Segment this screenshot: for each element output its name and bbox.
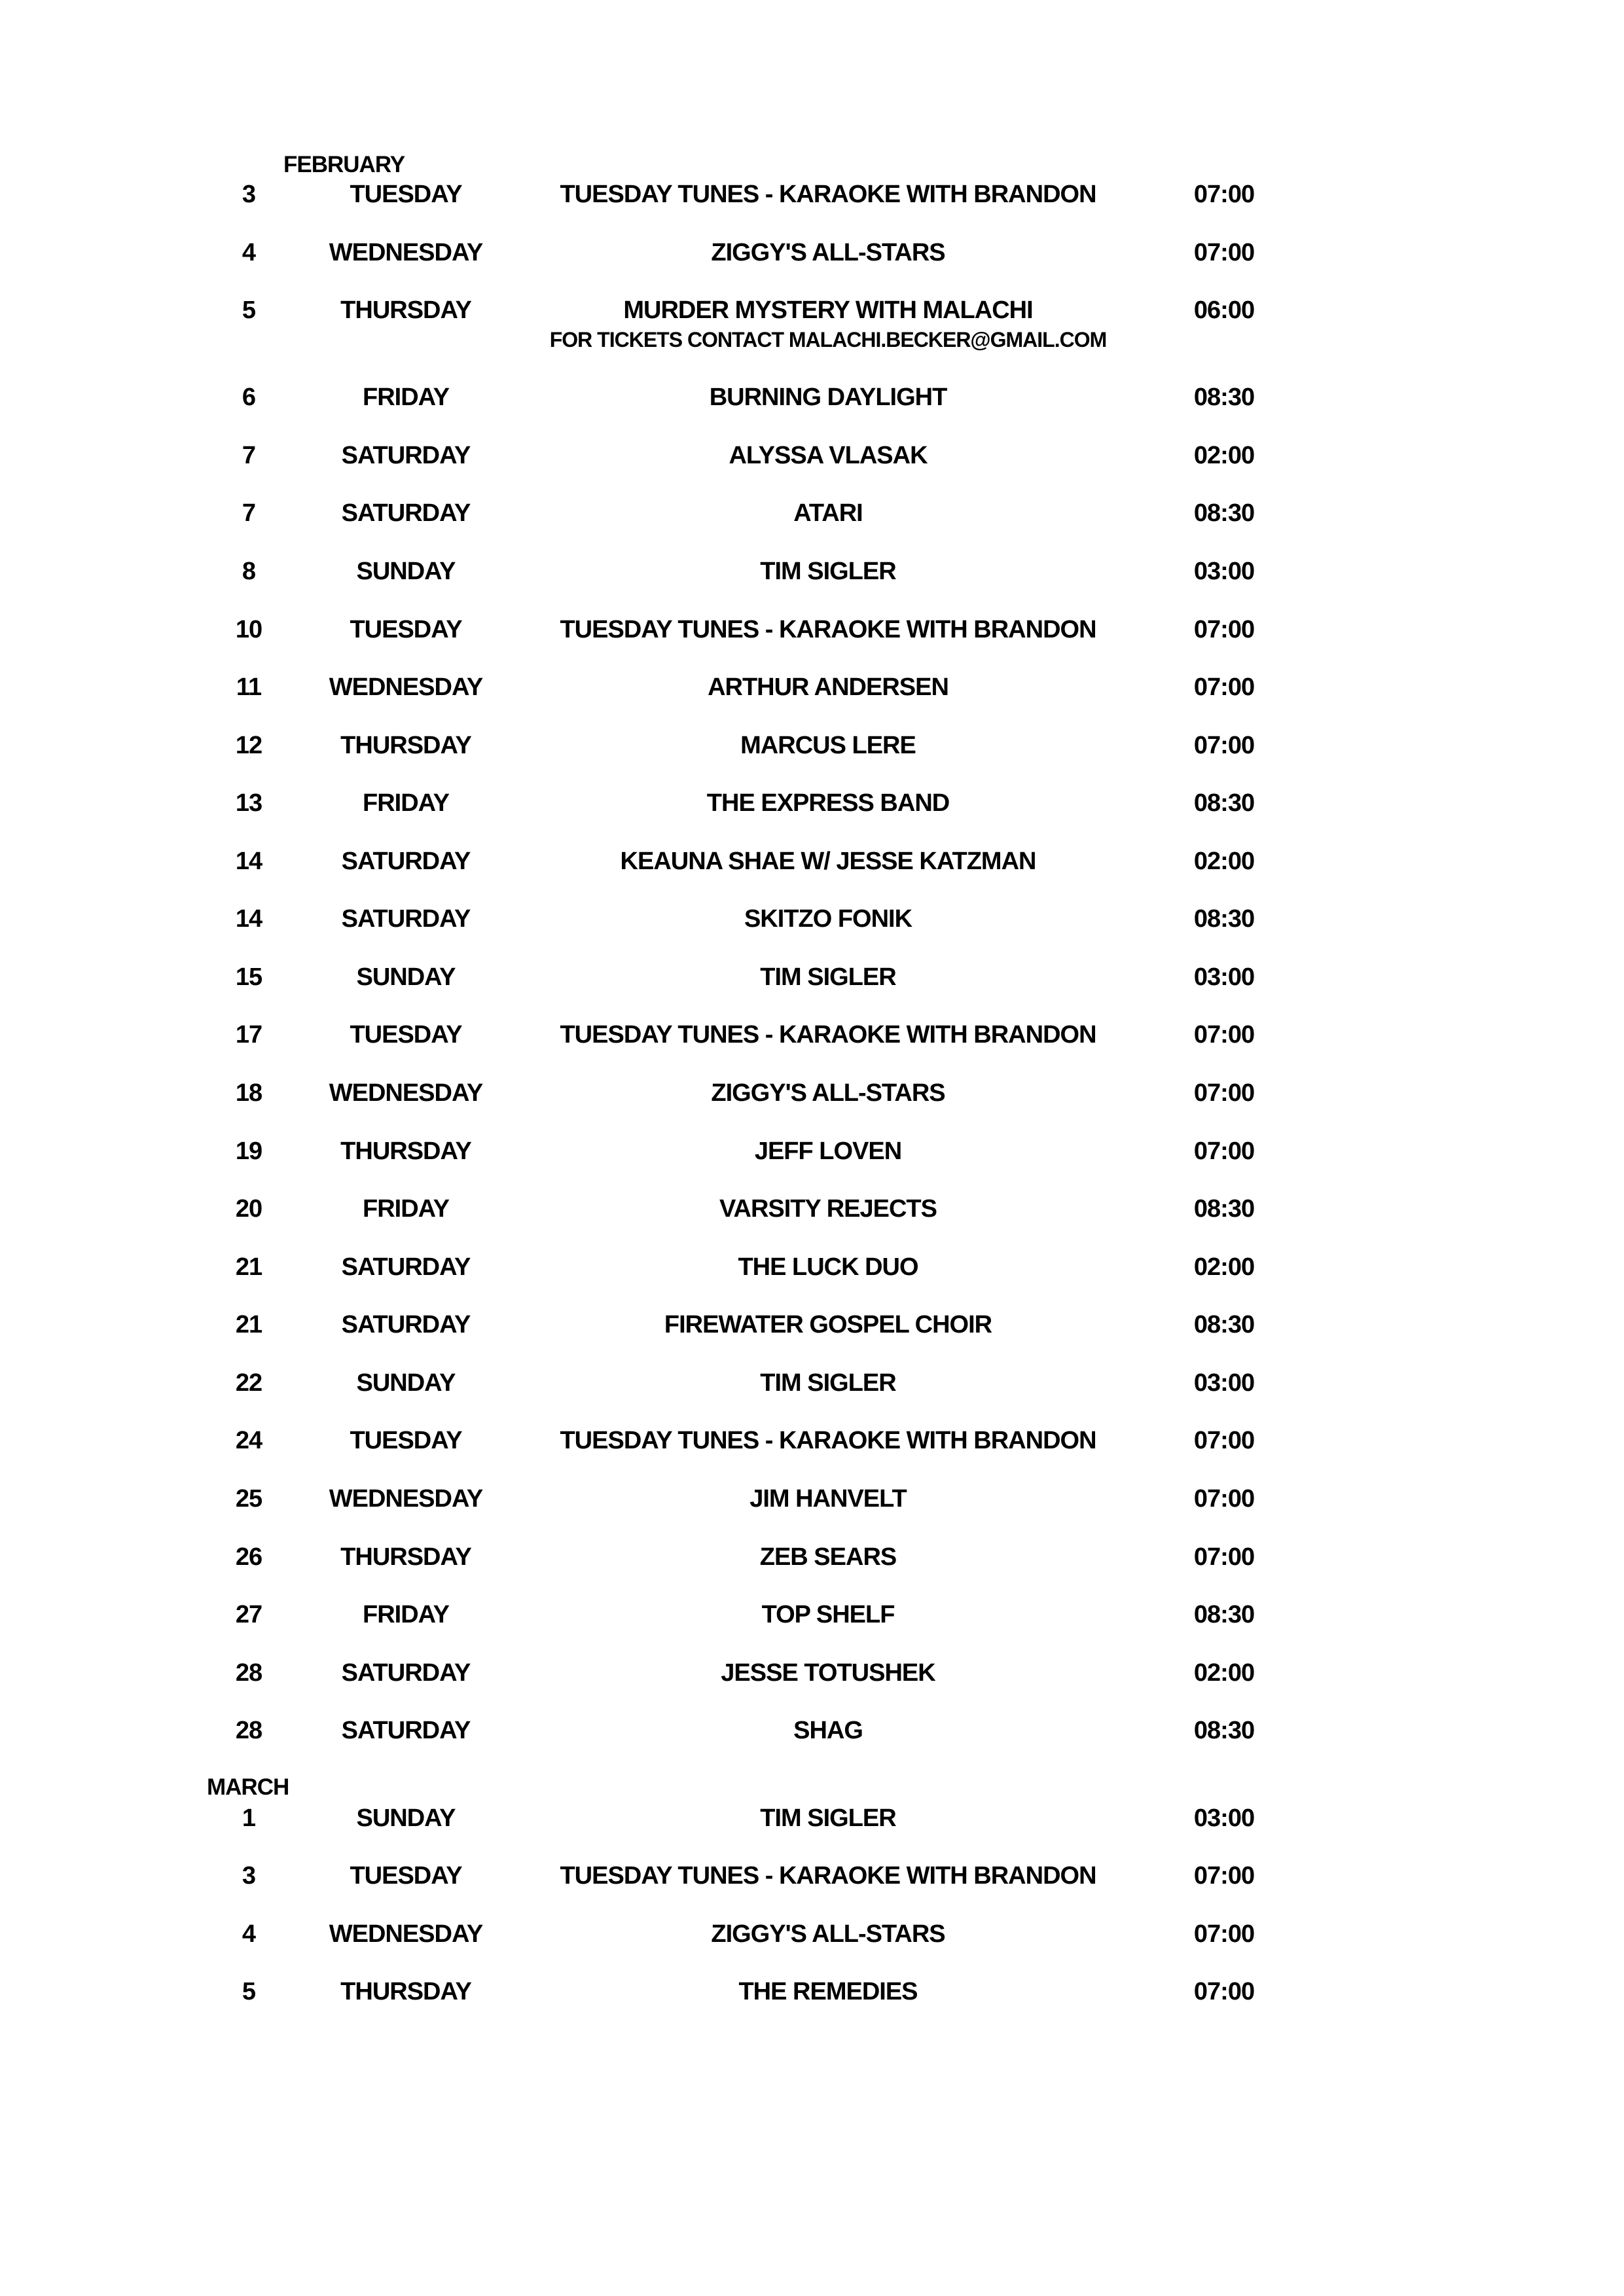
row-weekday: THURSDAY xyxy=(340,1978,471,2005)
schedule-row xyxy=(0,1428,1624,1467)
row-weekday: WEDNESDAY xyxy=(329,239,483,266)
row-event: TUESDAY TUNES - KARAOKE WITH BRANDON xyxy=(560,1427,1096,1454)
row-time: 07:00 xyxy=(1193,732,1255,759)
row-weekday: SUNDAY xyxy=(356,1804,456,1832)
row-time: 08:30 xyxy=(1193,499,1255,527)
row-event: TOP SHELF xyxy=(761,1601,895,1628)
row-event: ATARI xyxy=(793,499,863,527)
row-time: 07:00 xyxy=(1193,616,1255,643)
row-event: BURNING DAYLIGHT xyxy=(709,384,947,411)
row-event: THE REMEDIES xyxy=(738,1978,918,2005)
row-event: TIM SIGLER xyxy=(760,1804,896,1832)
row-weekday: TUESDAY xyxy=(350,1427,462,1454)
row-event: TIM SIGLER xyxy=(760,1369,896,1397)
row-event xyxy=(524,298,1132,350)
schedule-row xyxy=(0,385,1624,424)
row-event: FIREWATER GOSPEL CHOIR xyxy=(664,1311,992,1338)
row-time: 07:00 xyxy=(1193,673,1255,701)
schedule-row xyxy=(0,1602,1624,1641)
row-weekday: TUESDAY xyxy=(350,1862,462,1890)
row-day: 28 xyxy=(235,1659,262,1687)
row-event: ALYSSA VLASAK xyxy=(729,442,928,469)
row-day: 18 xyxy=(235,1079,262,1107)
schedule-row xyxy=(0,1139,1624,1178)
schedule-row xyxy=(0,559,1624,598)
schedule-row xyxy=(0,1196,1624,1236)
row-weekday: TUESDAY xyxy=(350,616,462,643)
row-day: 14 xyxy=(235,848,262,875)
row-event: TUESDAY TUNES - KARAOKE WITH BRANDON xyxy=(560,1862,1096,1890)
row-time: 03:00 xyxy=(1193,1804,1255,1832)
row-time: 07:00 xyxy=(1193,1920,1255,1948)
schedule-row xyxy=(0,1718,1624,1757)
row-weekday: WEDNESDAY xyxy=(329,1920,483,1948)
schedule-row xyxy=(0,1806,1624,1845)
schedule-row xyxy=(0,182,1624,221)
row-time: 08:30 xyxy=(1193,1717,1255,1744)
row-day: 4 xyxy=(242,239,256,266)
row-time: 02:00 xyxy=(1193,1659,1255,1687)
row-weekday: SATURDAY xyxy=(341,499,471,527)
row-weekday: THURSDAY xyxy=(340,296,471,324)
row-time: 08:30 xyxy=(1193,1195,1255,1223)
row-event: SKITZO FONIK xyxy=(744,905,912,933)
row-time: 02:00 xyxy=(1193,848,1255,875)
row-event-note: FOR TICKETS CONTACT MALACHI.BECKER@GMAIL.COM xyxy=(549,328,1107,351)
row-weekday: FRIDAY xyxy=(363,1601,449,1628)
row-time: 03:00 xyxy=(1193,963,1255,991)
row-day: 6 xyxy=(242,384,256,411)
row-time: 07:00 xyxy=(1193,1485,1255,1513)
row-weekday: SATURDAY xyxy=(341,1659,471,1687)
row-weekday: SUNDAY xyxy=(356,1369,456,1397)
row-weekday: WEDNESDAY xyxy=(329,673,483,701)
schedule-row xyxy=(0,1022,1624,1062)
row-weekday: WEDNESDAY xyxy=(329,1079,483,1107)
row-weekday: TUESDAY xyxy=(350,1021,462,1049)
row-event: VARSITY REJECTS xyxy=(719,1195,937,1223)
row-day: 3 xyxy=(242,181,256,208)
row-event: MARCUS LERE xyxy=(740,732,916,759)
row-day: 3 xyxy=(242,1862,256,1890)
row-day: 4 xyxy=(242,1920,256,1948)
row-day: 8 xyxy=(242,558,256,585)
row-event: THE LUCK DUO xyxy=(738,1253,918,1281)
row-time: 06:00 xyxy=(1193,296,1255,324)
row-time: 03:00 xyxy=(1193,558,1255,585)
row-day: 20 xyxy=(235,1195,262,1223)
row-day: 1 xyxy=(242,1804,256,1832)
row-time: 07:00 xyxy=(1193,239,1255,266)
row-time: 07:00 xyxy=(1193,181,1255,208)
row-event: JIM HANVELT xyxy=(749,1485,907,1513)
row-weekday: FRIDAY xyxy=(363,1195,449,1223)
schedule-row xyxy=(0,675,1624,714)
row-day: 25 xyxy=(235,1485,262,1513)
row-time: 08:30 xyxy=(1193,384,1255,411)
row-weekday: SUNDAY xyxy=(356,558,456,585)
row-day: 21 xyxy=(235,1311,262,1338)
row-day: 24 xyxy=(235,1427,262,1454)
row-event: SHAG xyxy=(793,1717,863,1744)
row-time: 07:00 xyxy=(1193,1138,1255,1165)
schedule-row xyxy=(0,1545,1624,1584)
row-time: 07:00 xyxy=(1193,1543,1255,1571)
row-time: 08:30 xyxy=(1193,1311,1255,1338)
schedule-row xyxy=(0,1312,1624,1352)
row-weekday: SATURDAY xyxy=(341,1253,471,1281)
row-event: JESSE TOTUSHEK xyxy=(721,1659,935,1687)
schedule-row xyxy=(0,1922,1624,1961)
schedule-row xyxy=(0,906,1624,946)
schedule-row xyxy=(0,733,1624,772)
row-weekday: SUNDAY xyxy=(356,963,456,991)
row-day: 19 xyxy=(235,1138,262,1165)
row-day: 26 xyxy=(235,1543,262,1571)
row-time: 07:00 xyxy=(1193,1079,1255,1107)
row-event: ZIGGY'S ALL-STARS xyxy=(711,1920,945,1948)
schedule-row xyxy=(0,965,1624,1004)
row-day: 7 xyxy=(242,499,256,527)
row-day: 5 xyxy=(242,1978,256,2005)
row-time: 07:00 xyxy=(1193,1427,1255,1454)
row-event: THE EXPRESS BAND xyxy=(706,789,950,817)
row-day: 17 xyxy=(235,1021,262,1049)
row-weekday: SATURDAY xyxy=(341,848,471,875)
schedule-row xyxy=(0,849,1624,888)
row-time: 02:00 xyxy=(1193,1253,1255,1281)
row-weekday: SATURDAY xyxy=(341,442,471,469)
row-time: 07:00 xyxy=(1193,1862,1255,1890)
row-event: TIM SIGLER xyxy=(760,558,896,585)
row-event: ZIGGY'S ALL-STARS xyxy=(711,1079,945,1107)
row-event: ZIGGY'S ALL-STARS xyxy=(711,239,945,266)
row-day: 10 xyxy=(235,616,262,643)
row-day: 13 xyxy=(235,789,262,817)
row-event-title: MURDER MYSTERY WITH MALACHI xyxy=(623,296,1033,324)
schedule-row xyxy=(0,791,1624,830)
row-event: ZEB SEARS xyxy=(759,1543,897,1571)
month-label-february: FEBRUARY xyxy=(283,152,405,177)
schedule-row xyxy=(0,1979,1624,2018)
schedule-row xyxy=(0,240,1624,279)
row-weekday: TUESDAY xyxy=(350,181,462,208)
schedule-row xyxy=(0,443,1624,482)
row-time: 02:00 xyxy=(1193,442,1255,469)
schedule-row xyxy=(0,1081,1624,1120)
row-day: 28 xyxy=(235,1717,262,1744)
row-day: 27 xyxy=(235,1601,262,1628)
row-time: 08:30 xyxy=(1193,905,1255,933)
row-weekday: THURSDAY xyxy=(340,1138,471,1165)
row-day: 22 xyxy=(235,1369,262,1397)
schedule-row xyxy=(0,501,1624,540)
row-event: JEFF LOVEN xyxy=(754,1138,902,1165)
row-event: TIM SIGLER xyxy=(760,963,896,991)
row-weekday: THURSDAY xyxy=(340,732,471,759)
row-day: 11 xyxy=(236,673,262,701)
row-day: 12 xyxy=(235,732,262,759)
row-event: TUESDAY TUNES - KARAOKE WITH BRANDON xyxy=(560,181,1096,208)
row-day: 5 xyxy=(242,296,256,324)
schedule-row xyxy=(0,1660,1624,1700)
row-day: 7 xyxy=(242,442,256,469)
row-weekday: FRIDAY xyxy=(363,789,449,817)
row-event: KEAUNA SHAE W/ JESSE KATZMAN xyxy=(620,848,1036,875)
row-time: 07:00 xyxy=(1193,1021,1255,1049)
schedule-row xyxy=(0,1255,1624,1294)
row-event: TUESDAY TUNES - KARAOKE WITH BRANDON xyxy=(560,1021,1096,1049)
schedule-row xyxy=(0,1371,1624,1410)
row-time: 07:00 xyxy=(1193,1978,1255,2005)
row-weekday: FRIDAY xyxy=(363,384,449,411)
row-day: 15 xyxy=(235,963,262,991)
month-label-march: MARCH xyxy=(207,1774,289,1800)
schedule-row xyxy=(0,617,1624,656)
row-weekday: SATURDAY xyxy=(341,905,471,933)
row-day: 21 xyxy=(235,1253,262,1281)
row-time: 03:00 xyxy=(1193,1369,1255,1397)
row-event: TUESDAY TUNES - KARAOKE WITH BRANDON xyxy=(560,616,1096,643)
row-weekday: WEDNESDAY xyxy=(329,1485,483,1513)
schedule-row xyxy=(0,298,1624,363)
row-time: 08:30 xyxy=(1193,1601,1255,1628)
row-time: 08:30 xyxy=(1193,789,1255,817)
row-weekday: SATURDAY xyxy=(341,1717,471,1744)
schedule-row xyxy=(0,1486,1624,1526)
row-day: 14 xyxy=(235,905,262,933)
row-weekday: SATURDAY xyxy=(341,1311,471,1338)
schedule-row xyxy=(0,1863,1624,1903)
row-event: ARTHUR ANDERSEN xyxy=(708,673,948,701)
row-weekday: THURSDAY xyxy=(340,1543,471,1571)
